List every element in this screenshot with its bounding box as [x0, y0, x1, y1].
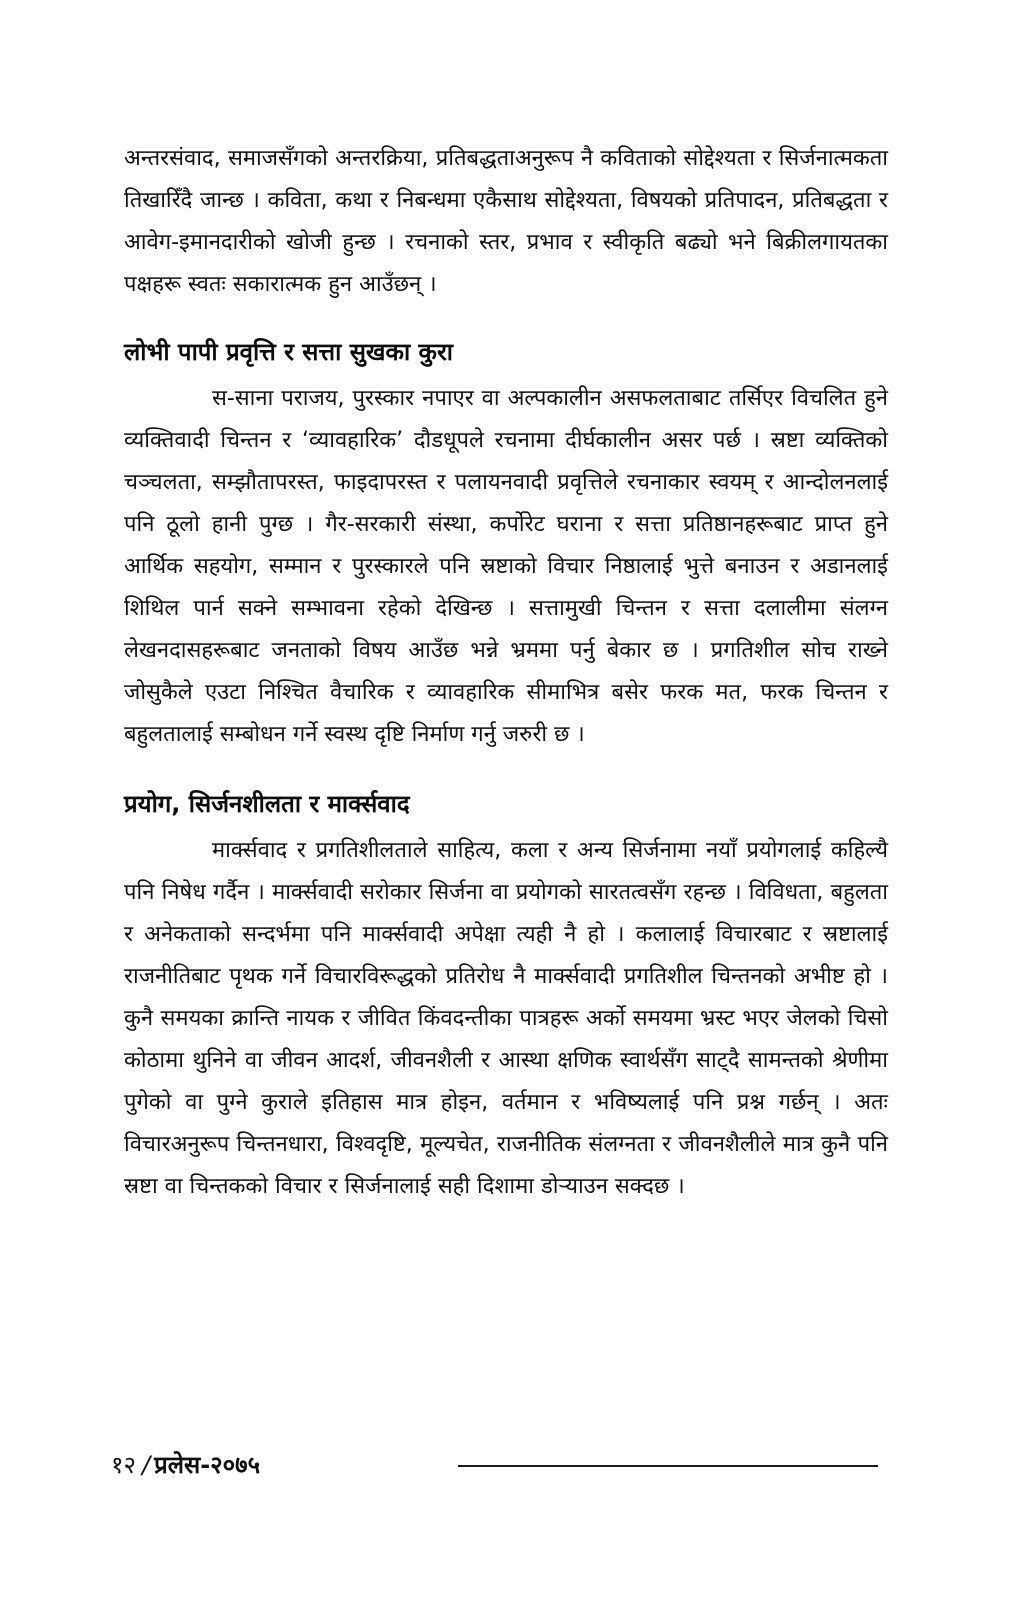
section-heading-experiment: प्रयोग, सिर्जनशीलता र मार्क्सवाद — [124, 790, 410, 818]
footer-rule — [458, 1465, 878, 1467]
footer-label — [111, 1447, 260, 1483]
spacer — [124, 306, 888, 332]
intro-paragraph: अन्तरसंवाद, समाजसँगको अन्तरक्रिया, प्रतिबद्धताअनुरूप नै कविताको सोद्देश्यता र सिर्जनात्मकता तिखारिँदै जान्छ । कविता, कथा र निबन्धमा एकैसाथ सोद्देश्यता, विषयको प्रतिपादन, प्रतिबद्धता र आवेग-इमानदारीको खोजी हुन्छ । रचनाको स्तर, प्रभाव र स्वीकृति बढ्यो भने बिक्रीलगायतका पक्षहरू स्वतः सकारात्मक हुन आउँछन् । — [124, 146, 888, 297]
section-paragraph-experiment: मार्क्सवाद र प्रगतिशीलताले साहित्य, कला र अन्य सिर्जनामा नयाँ प्रयोगलाई कहिल्यै पनि निषेध गर्दैन । मार्क्सवादी सरोकार सिर्जना वा प्रयोगको सारतत्वसँग रहन्छ । विविधता, बहुलता र अनेकताको सन्दर्भमा पनि मार्क्सवादी अपेक्षा त्यही नै हो । कलालाई विचारबाट र स्रष्टालाई राजनीतिबाट पृथक गर्ने विचारविरूद्धको प्रतिरोध नै मार्क्सवादी प्रगतिशील चिन्तनको अभीष्ट हो । कुनै समयका क्रान्ति नायक र जीवित किंवदन्तीका पात्रहरू अर्को समयमा भ्रस्ट भएर जेलको चिसो कोठामा थुनिने वा जीवन आदर्श, जीवनशैली र आस्था क्षणिक स्वार्थसँग साट्दै सामन्तको श्रेणीमा पुगेको वा पुग्ने कुराले इतिहास मात्र होइन, वर्तमान र भविष्यलाई पनि प्रश्न गर्छन् । अतः विचारअनुरूप चिन्तनधारा, विश्वदृष्टि, मूल्यचेत, राजनीतिक संलग्नता र जीवनशैलीले मात्र कुनै पनि स्रष्टा वा चिन्तकको विचार र सिर्जनालाई सही दिशामा डोर्‍याउन सक्दछ । — [124, 838, 888, 1199]
page-footer — [111, 1447, 881, 1487]
page-body — [124, 138, 888, 1208]
spacer — [124, 756, 888, 784]
page-number: १२ — [111, 1451, 136, 1479]
section-heading-greed: लोभी पापी प्रवृत्ति र सत्ता सुखका कुरा — [124, 338, 454, 366]
footer-separator: / — [141, 1451, 151, 1479]
publication-name: प्रलेस-२०७५ — [154, 1451, 261, 1479]
section-paragraph-greed: स-साना पराजय, पुरस्कार नपाएर वा अल्पकालीन असफलताबाट तर्सिएर विचलित हुने व्यक्तिवादी चिन्तन र ‘व्यावहारिक’ दौडधूपले रचनामा दीर्घकालीन असर पर्छ । स्रष्टा व्यक्तिको चञ्चलता, सम्झौतापरस्त, फाइदापरस्त र पलायनवादी प्रवृत्तिले रचनाकार स्वयम् र आन्दोलनलाई पनि ठूलो हानी पुग्छ । गैर-सरकारी संस्था, कर्पोरेट घराना र सत्ता प्रतिष्ठानहरूबाट प्राप्त हुने आर्थिक सहयोग, सम्मान र पुरस्कारले पनि स्रष्टाको विचार निष्ठालाई भुत्ते बनाउन र अडानलाई शिथिल पार्न सक्ने सम्भावना रहेको देखिन्छ । सत्तामुखी चिन्तन र सत्ता दलालीमा संलग्न लेखनदासहरूबाट जनताको विषय आउँछ भन्ने भ्रममा पर्नु बेकार छ । प्रगतिशील सोच राख्ने जोसुकैले एउटा निश्चित वैचारिक र व्यावहारिक सीमाभित्र बसेर फरक मत, फरक चिन्तन र बहुलतालाई सम्बोधन गर्ने स्वस्थ दृष्टि निर्माण गर्नु जरुरी छ । — [124, 386, 888, 747]
